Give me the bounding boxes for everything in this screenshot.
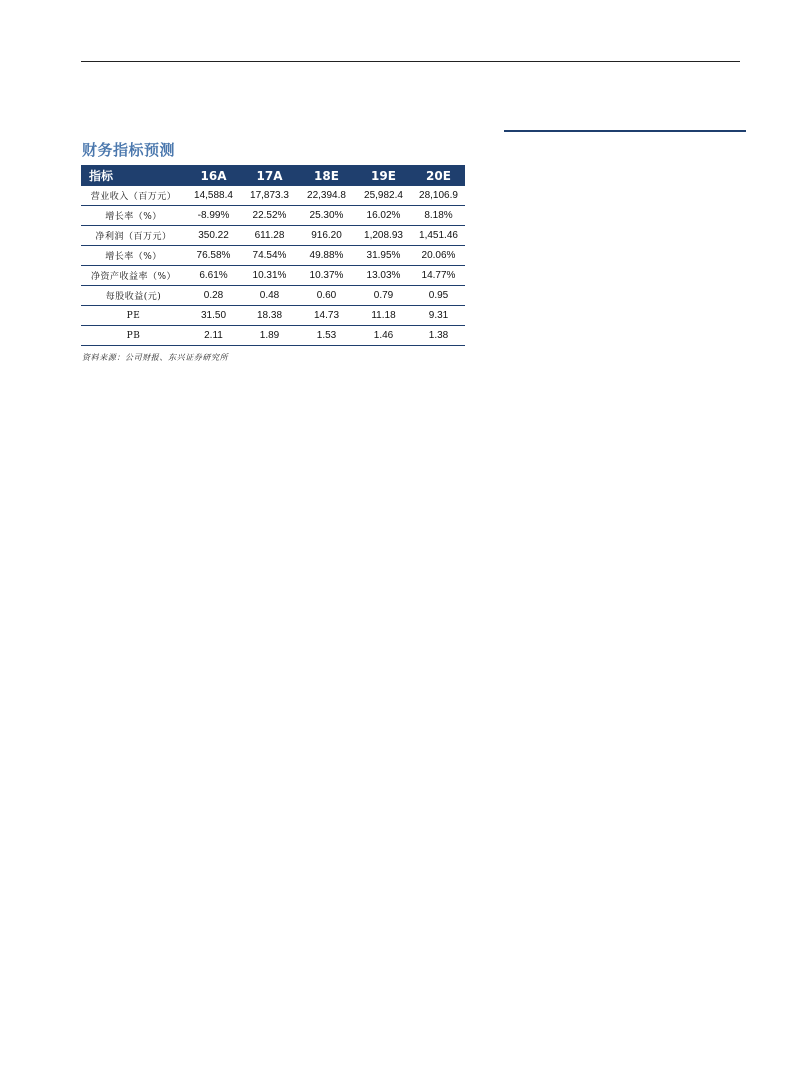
- table-row: [81, 326, 465, 346]
- financial-forecast-table: [81, 165, 465, 346]
- table-cell: 1.89: [241, 326, 298, 346]
- table-cell: 22.52%: [241, 206, 298, 226]
- table-cell: 0.28: [186, 286, 241, 306]
- table-cell: 0.79: [355, 286, 412, 306]
- table-cell: 10.31%: [241, 266, 298, 286]
- section-title: 财务指标预测: [82, 141, 176, 159]
- column-header: 20E: [412, 165, 465, 186]
- table-cell: 14,588.4: [186, 186, 241, 206]
- page-header-rule: [81, 61, 740, 62]
- table-header-row: [81, 165, 465, 186]
- table-cell: 10.37%: [298, 266, 355, 286]
- table-cell: 611.28: [241, 226, 298, 246]
- column-header: 18E: [298, 165, 355, 186]
- table-cell: 1.53: [298, 326, 355, 346]
- table-cell: 1.46: [355, 326, 412, 346]
- table-cell: 49.88%: [298, 246, 355, 266]
- table-cell: 76.58%: [186, 246, 241, 266]
- row-label: PB: [81, 326, 186, 346]
- table-cell: 20.06%: [412, 246, 465, 266]
- table-cell: 0.95: [412, 286, 465, 306]
- source-note: 资料来源：公司财报、东兴证券研究所: [82, 353, 229, 362]
- row-label: 净利润（百万元）: [81, 226, 186, 246]
- table-cell: 16.02%: [355, 206, 412, 226]
- table-row: [81, 186, 465, 206]
- table-cell: 9.31: [412, 306, 465, 326]
- row-label: 每股收益(元): [81, 286, 186, 306]
- column-header: 19E: [355, 165, 412, 186]
- table-cell: 25,982.4: [355, 186, 412, 206]
- row-label: PE: [81, 306, 186, 326]
- column-header: 16A: [186, 165, 241, 186]
- table-cell: 17,873.3: [241, 186, 298, 206]
- table-cell: 22,394.8: [298, 186, 355, 206]
- table-row: [81, 226, 465, 246]
- table-cell: 916.20: [298, 226, 355, 246]
- table-cell: 350.22: [186, 226, 241, 246]
- table-cell: 11.18: [355, 306, 412, 326]
- table-row: [81, 266, 465, 286]
- table-cell: 1,208.93: [355, 226, 412, 246]
- table-row: [81, 246, 465, 266]
- table-cell: 0.60: [298, 286, 355, 306]
- column-header: 指标: [81, 165, 186, 186]
- row-label: 增长率（%）: [81, 206, 186, 226]
- table-cell: -8.99%: [186, 206, 241, 226]
- table-cell: 8.18%: [412, 206, 465, 226]
- table-cell: 28,106.9: [412, 186, 465, 206]
- table-cell: 6.61%: [186, 266, 241, 286]
- table-cell: 18.38: [241, 306, 298, 326]
- table-row: [81, 286, 465, 306]
- table-cell: 74.54%: [241, 246, 298, 266]
- row-label: 增长率（%）: [81, 246, 186, 266]
- sidebar-rule: [504, 130, 746, 132]
- table-cell: 2.11: [186, 326, 241, 346]
- table-cell: 14.77%: [412, 266, 465, 286]
- table-cell: 13.03%: [355, 266, 412, 286]
- table-cell: 31.50: [186, 306, 241, 326]
- table-cell: 31.95%: [355, 246, 412, 266]
- table-cell: 25.30%: [298, 206, 355, 226]
- column-header: 17A: [241, 165, 298, 186]
- table-cell: 1.38: [412, 326, 465, 346]
- table-row: [81, 306, 465, 326]
- table-cell: 1,451.46: [412, 226, 465, 246]
- row-label: 净资产收益率（%）: [81, 266, 186, 286]
- row-label: 营业收入（百万元）: [81, 186, 186, 206]
- table-cell: 14.73: [298, 306, 355, 326]
- table-row: [81, 206, 465, 226]
- table-cell: 0.48: [241, 286, 298, 306]
